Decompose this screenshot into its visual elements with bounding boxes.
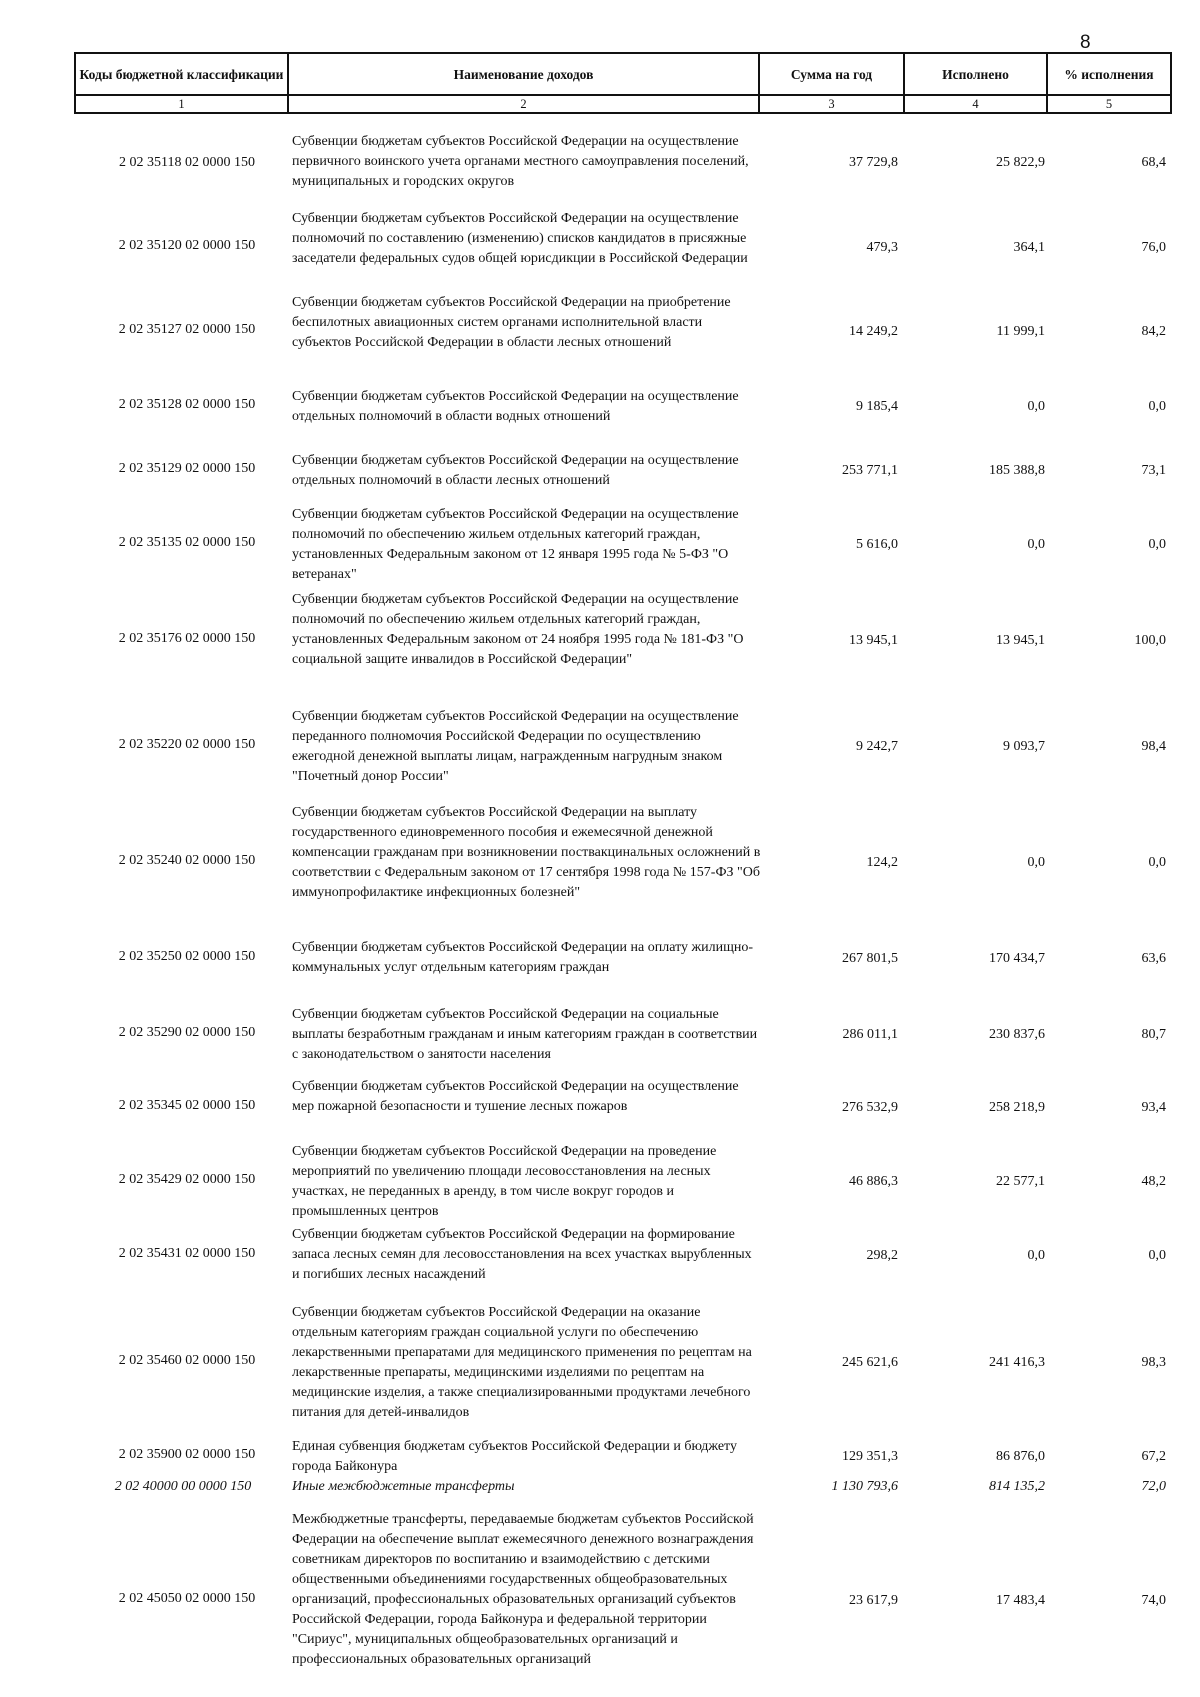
row-done: 22 577,1 bbox=[996, 1174, 1045, 1189]
row-code: 2 02 35127 02 0000 150 bbox=[118, 322, 256, 337]
row-done: 364,1 bbox=[1013, 240, 1045, 255]
row-pct: 63,6 bbox=[1141, 951, 1166, 966]
row-done: 0,0 bbox=[1027, 855, 1045, 870]
row-done: 25 822,9 bbox=[996, 155, 1045, 170]
row-name: Субвенции бюджетам субъектов Российской Федерации на выплату государственного единовременного пособия и ежемесячной денежной компенсации гражданам при возникновении поствакцинальных осложнений в соответствии с Федеральным законом от 17 сентября 1998 года № 157-ФЗ "Об иммунопрофилактике инфекционных болезней" bbox=[292, 805, 761, 900]
row-done: 241 416,3 bbox=[989, 1355, 1045, 1370]
row-pct: 76,0 bbox=[1141, 240, 1166, 255]
row-code: 2 02 35900 02 0000 150 bbox=[118, 1447, 256, 1462]
row-code: 2 02 45050 02 0000 150 bbox=[118, 1591, 256, 1606]
row-name: Субвенции бюджетам субъектов Российской Федерации на осуществление первичного воинского учета органами местного самоуправления поселений, муниципальных и городских округов bbox=[292, 134, 749, 189]
row-name: Иные межбюджетные трансферты bbox=[292, 1479, 515, 1494]
row-code: 2 02 35431 02 0000 150 bbox=[118, 1246, 256, 1261]
row-sum: 37 729,8 bbox=[849, 155, 898, 170]
row-name: Субвенции бюджетам субъектов Российской Федерации на осуществление мер пожарной безопасности и тушение лесных пожаров bbox=[292, 1079, 739, 1114]
row-pct: 0,0 bbox=[1148, 537, 1166, 552]
row-pct: 74,0 bbox=[1141, 1593, 1166, 1608]
row-pct: 84,2 bbox=[1141, 324, 1166, 339]
row-name: Межбюджетные трансферты, передаваемые бюджетам субъектов Российской Федерации на обеспечение выплат ежемесячного денежного вознаграждения советникам директоров по воспитанию и взаимодействию с детскими общественными объединениями государственных общеобразовательных организаций, профессиональных образовательных организаций субъектов Российской Федерации, города Байконура и федеральной территории "Сириус", муниципальных общеобразовательных организаций и профессиональных образовательных организаций bbox=[292, 1512, 754, 1667]
row-done: 13 945,1 bbox=[996, 633, 1045, 648]
row-pct: 73,1 bbox=[1141, 463, 1166, 478]
row-code: 2 02 35118 02 0000 150 bbox=[119, 155, 255, 170]
row-done: 17 483,4 bbox=[996, 1593, 1045, 1608]
row-code: 2 02 35220 02 0000 150 bbox=[118, 737, 256, 752]
row-pct: 67,2 bbox=[1141, 1449, 1166, 1464]
row-sum: 479,3 bbox=[866, 240, 898, 255]
row-code: 2 02 35345 02 0000 150 bbox=[118, 1098, 256, 1113]
row-pct: 98,4 bbox=[1141, 739, 1166, 754]
row-sum: 13 945,1 bbox=[849, 633, 898, 648]
row-sum: 5 616,0 bbox=[856, 537, 898, 552]
row-pct: 98,3 bbox=[1141, 1355, 1166, 1370]
page-number: 8 bbox=[1080, 32, 1091, 53]
row-code: 2 02 35176 02 0000 150 bbox=[118, 631, 256, 646]
row-done: 9 093,7 bbox=[1003, 739, 1045, 754]
row-code: 2 02 35240 02 0000 150 bbox=[118, 853, 256, 868]
row-pct: 80,7 bbox=[1141, 1027, 1166, 1042]
header-num-2: 2 bbox=[287, 96, 760, 114]
row-pct: 93,4 bbox=[1141, 1100, 1166, 1115]
row-pct: 0,0 bbox=[1148, 1248, 1166, 1263]
header-num-4: 4 bbox=[903, 96, 1048, 114]
row-name: Субвенции бюджетам субъектов Российской Федерации на оказание отдельным категориям граждан социальной услуги по обеспечению лекарственными препаратами для медицинского применения по рецептам на лекарственные препараты, медицинскими изделиями по рецептам на медицинские изделия, а также специализированными продуктами лечебного питания для детей-инвалидов bbox=[292, 1305, 752, 1420]
row-done: 11 999,1 bbox=[996, 324, 1045, 339]
row-sum: 267 801,5 bbox=[842, 951, 898, 966]
row-name: Субвенции бюджетам субъектов Российской Федерации на осуществление полномочий по составлению (изменению) списков кандидатов в присяжные заседатели федеральных судов общей юрисдикции в Российской Федерации bbox=[292, 211, 748, 266]
row-code: 2 02 35128 02 0000 150 bbox=[118, 397, 256, 412]
row-done: 814 135,2 bbox=[989, 1479, 1045, 1494]
row-name: Субвенции бюджетам субъектов Российской Федерации на формирование запаса лесных семян для лесовосстановления на всех участках вырубленных и погибших лесных насаждений bbox=[292, 1227, 752, 1282]
row-pct: 48,2 bbox=[1141, 1174, 1166, 1189]
row-sum: 276 532,9 bbox=[842, 1100, 898, 1115]
header-codes: Коды бюджетной классификации bbox=[74, 52, 289, 96]
row-sum: 286 011,1 bbox=[842, 1027, 898, 1042]
row-sum: 9 185,4 bbox=[856, 399, 898, 414]
table-header bbox=[74, 52, 1172, 116]
row-done: 0,0 bbox=[1027, 537, 1045, 552]
row-name: Субвенции бюджетам субъектов Российской Федерации на осуществление полномочий по обеспечению жильем отдельных категорий граждан, установленных Федеральным законом от 24 ноября 1995 года № 181-ФЗ "О социальной защите инвалидов в Российской Федерации" bbox=[292, 592, 744, 667]
row-sum: 245 621,6 bbox=[842, 1355, 898, 1370]
row-done: 185 388,8 bbox=[989, 463, 1045, 478]
row-name: Субвенции бюджетам субъектов Российской Федерации на оплату жилищно-коммунальных услуг отдельным категориям граждан bbox=[292, 940, 754, 975]
row-pct: 0,0 bbox=[1148, 399, 1166, 414]
row-pct: 100,0 bbox=[1134, 633, 1166, 648]
row-sum: 124,2 bbox=[866, 855, 898, 870]
row-pct: 68,4 bbox=[1141, 155, 1166, 170]
row-name: Субвенции бюджетам субъектов Российской Федерации на социальные выплаты безработным гражданам и иным категориям граждан в соответствии с законодательством о занятости населения bbox=[292, 1007, 758, 1062]
row-sum: 9 242,7 bbox=[856, 739, 898, 754]
header-num-5: 5 bbox=[1046, 96, 1172, 114]
row-name: Единая субвенция бюджетам субъектов Российской Федерации и бюджету города Байконура bbox=[292, 1439, 737, 1474]
header-num-3: 3 bbox=[758, 96, 905, 114]
header-sum: Сумма на год bbox=[758, 52, 905, 96]
row-sum: 298,2 bbox=[866, 1248, 898, 1263]
row-code: 2 02 35250 02 0000 150 bbox=[118, 949, 256, 964]
row-pct: 72,0 bbox=[1141, 1479, 1166, 1494]
row-done: 86 876,0 bbox=[996, 1449, 1045, 1464]
row-sum: 253 771,1 bbox=[842, 463, 898, 478]
row-name: Субвенции бюджетам субъектов Российской Федерации на осуществление отдельных полномочий в области водных отношений bbox=[292, 389, 739, 424]
row-sum: 129 351,3 bbox=[842, 1449, 898, 1464]
header-done: Исполнено bbox=[903, 52, 1048, 96]
row-code: 2 02 35460 02 0000 150 bbox=[118, 1353, 256, 1368]
row-done: 230 837,6 bbox=[989, 1027, 1045, 1042]
row-pct: 0,0 bbox=[1148, 855, 1166, 870]
row-done: 258 218,9 bbox=[989, 1100, 1045, 1115]
row-sum: 23 617,9 bbox=[849, 1593, 898, 1608]
row-code: 2 02 35120 02 0000 150 bbox=[118, 238, 256, 253]
row-code: 2 02 35429 02 0000 150 bbox=[118, 1172, 256, 1187]
header-name: Наименование доходов bbox=[287, 52, 760, 96]
row-name: Субвенции бюджетам субъектов Российской Федерации на проведение мероприятий по увеличению площади лесовосстановления на лесных участках, не переданных в аренду, в том числе вокруг городов и промышленных центров bbox=[292, 1144, 717, 1219]
row-done: 170 434,7 bbox=[989, 951, 1045, 966]
row-code: 2 02 40000 00 0000 150 bbox=[114, 1479, 252, 1494]
row-sum: 46 886,3 bbox=[849, 1174, 898, 1189]
row-done: 0,0 bbox=[1027, 399, 1045, 414]
row-code: 2 02 35290 02 0000 150 bbox=[118, 1025, 256, 1040]
row-name: Субвенции бюджетам субъектов Российской Федерации на осуществление отдельных полномочий в области лесных отношений bbox=[292, 453, 739, 488]
row-code: 2 02 35129 02 0000 150 bbox=[118, 461, 256, 476]
header-num-1: 1 bbox=[74, 96, 289, 114]
row-name: Субвенции бюджетам субъектов Российской Федерации на приобретение беспилотных авиационных систем органами исполнительной власти субъектов Российской Федерации в области лесных отношений bbox=[292, 295, 731, 350]
row-code: 2 02 35135 02 0000 150 bbox=[118, 535, 256, 550]
row-sum: 14 249,2 bbox=[849, 324, 898, 339]
header-pct: % исполнения bbox=[1046, 52, 1172, 96]
row-name: Субвенции бюджетам субъектов Российской Федерации на осуществление переданного полномочия Российской Федерации по осуществлению ежегодной денежной выплаты лицам, награжденным нагрудным знаком "Почетный донор России" bbox=[292, 709, 739, 784]
row-done: 0,0 bbox=[1027, 1248, 1045, 1263]
row-sum: 1 130 793,6 bbox=[831, 1479, 898, 1494]
row-name: Субвенции бюджетам субъектов Российской Федерации на осуществление полномочий по обеспечению жильем отдельных категорий граждан, установленных Федеральным законом от 12 января 1995 года № 5-ФЗ "О ветеранах" bbox=[292, 507, 739, 582]
